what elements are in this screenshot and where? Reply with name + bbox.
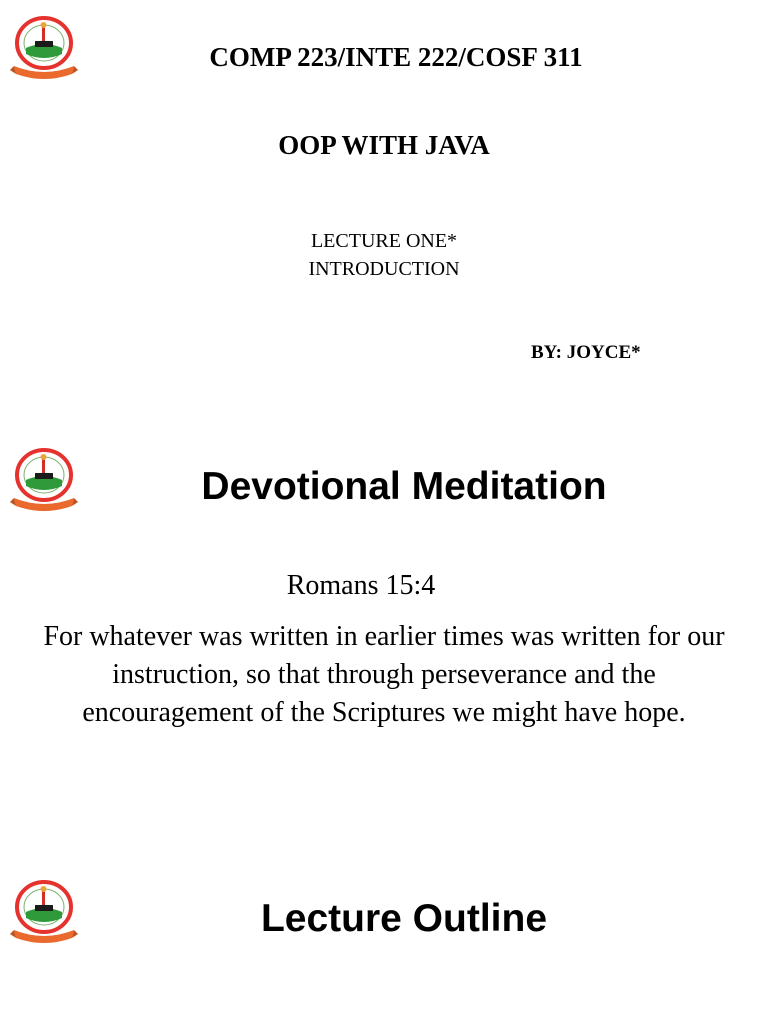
author-credit: BY: JOYCE*: [531, 342, 641, 363]
slide-heading: Lecture Outline: [260, 897, 548, 940]
outline-slide: [0, 864, 768, 1024]
course-title: OOP WITH JAVA: [278, 130, 490, 160]
slide-heading: Devotional Meditation: [201, 465, 607, 508]
devotional-slide: [0, 432, 768, 864]
verse-text: For whatever was written in earlier times was written for our instruction, so that through perseverance and the encouragement of the Scriptures we might have hope.: [43, 621, 725, 728]
lecture-topic: INTRODUCTION: [308, 258, 460, 280]
course-code: COMP 223/INTE 222/COSF 311: [209, 42, 583, 72]
lecture-number: LECTURE ONE*: [310, 230, 458, 252]
verse-reference: Romans 15:4: [286, 570, 436, 601]
title-slide: [0, 0, 768, 432]
